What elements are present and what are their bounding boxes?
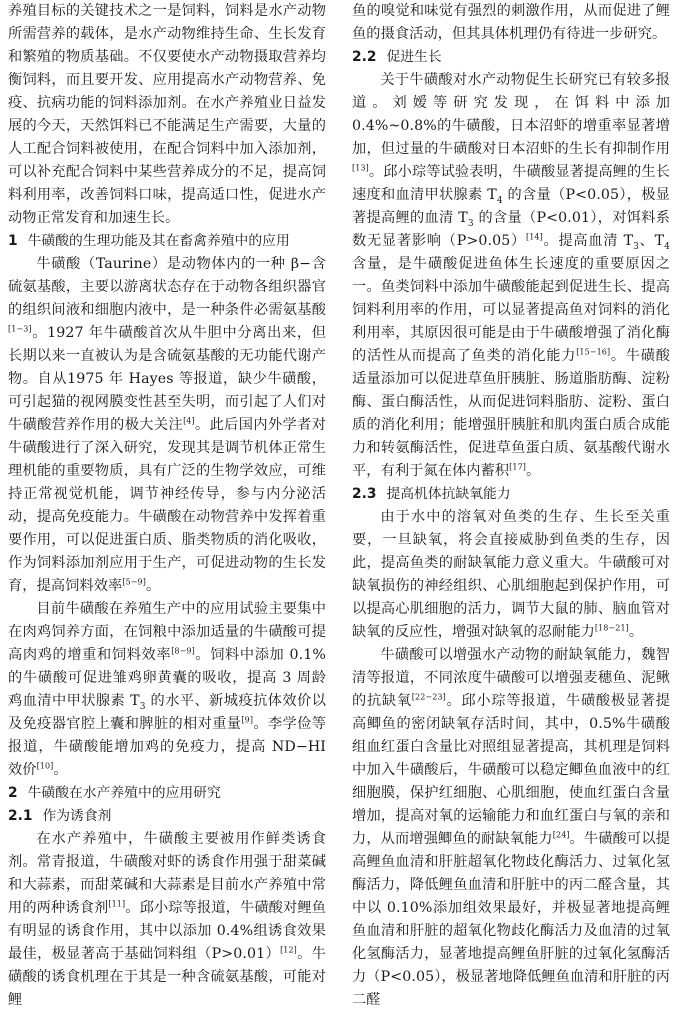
citation: [1−3] xyxy=(8,324,32,334)
citation: [24] xyxy=(552,830,570,840)
text-run: 的含量（P<0.01），对饵料系数无显著影响（P>0.05） xyxy=(352,210,670,249)
text-run: 在水产养殖中，牛磺酸主要被用作鲜类诱食剂。常青报道，牛磺酸对虾的诱食作用强于甜菜碱和大蒜素，而甜菜碱和大蒜素是目前水产养殖中常用的两种诱食剂 xyxy=(8,831,326,916)
text-run: 。牛磺酸适量添加可以促进草鱼肝胰脏、肠道脂肪酶、淀粉酶、蛋白酶活性，从而促进饲料脂肪、淀粉、蛋白质的消化利用；能增强肝胰脏和肌肉蛋白质合成能力和转氨酶活性，促进草鱼蛋白质、氨基酸代谢水平，有利于氮在体内蓄积 xyxy=(352,348,670,479)
citation: [8−9] xyxy=(171,646,195,656)
subsection-heading-2-1 xyxy=(8,805,326,828)
text-run: 牛磺酸（Taurine）是动物体内的一种 β−含硫氨基酸，主要以游离状态存在于动物各组织器官的组织间液和细胞内液中，是一种条件必需氨基酸 xyxy=(8,256,326,318)
subscript: 4 xyxy=(664,241,670,252)
subscript: 3 xyxy=(633,241,639,252)
text-run: 。牛磺酸可以提高鲤鱼血清和肝脏超氧化物歧化酶活力、过氧化氢酶活力，降低鲤鱼血清和肝脏中的丙二醛含量，其中以 0.10%添加组效果最好，并极显著地提高鲤鱼血清和肝脏的超氧化物歧化酶活力及血清的过氧化氢酶活力，显著地提高鲤鱼肝脏的过氧化氢酶活力（P<0.05），极显著地降低鲤鱼血清和肝脏的丙二醛 xyxy=(352,831,670,1008)
section-number: 1 xyxy=(8,233,18,249)
text-run: 。 xyxy=(628,624,644,640)
text-run: 。饲料中添加 0.1%的牛磺酸可促进雏鸡卵黄囊的吸收，提高 3 周龄鸡血清中甲状腺素 T xyxy=(8,647,326,709)
section-number: 2.2 xyxy=(352,49,377,65)
right-column xyxy=(352,0,670,1012)
section-title: 牛磺酸的生理功能及其在畜禽养殖中的应用 xyxy=(27,233,290,249)
text-run: 目前牛磺酸在养殖生产中的应用试验主要集中在肉鸡饲养方面，在饲粮中添加适量的牛磺酸可提高肉鸡的增重和饲料效率 xyxy=(8,601,326,663)
section-number: 2 xyxy=(8,785,18,801)
text-run: 。 xyxy=(526,463,541,479)
citation: [13] xyxy=(352,163,369,173)
text-run: 。 xyxy=(145,578,161,594)
text-run: 。此后国内外学者对牛磺酸进行了深入研究，发现其是调节机体正常生理机能的重要物质，具有广泛的生物学效应，可维持正常视觉机能，调节神经传导，参与内分泌活动，提高免疫能力。牛磺酸在动物营养中发挥着重要作用，可以促进蛋白质、脂类物质的消化吸收，作为饲料添加剂应用于生产，可促进动物的生长发育，提高饲料效率 xyxy=(8,417,326,594)
citation: [10] xyxy=(36,761,54,771)
paragraph xyxy=(8,598,326,782)
citation: [15−16] xyxy=(576,347,611,357)
subsection-heading-2-2 xyxy=(352,46,670,69)
text-run: 、T xyxy=(638,233,665,249)
text-run: 由于水中的溶氧对鱼类的生存、生长至关重要，一旦缺氧，将会直接威胁到鱼类的生存，因此，提高鱼类的耐缺氧能力意义重大。牛磺酸可对缺氧损伤的神经组织、心肌细胞起到保护作用，可以提高心肌细胞的活力，调节大鼠的肺、脑血管对缺氧的反应性，增强对缺氧的忍耐能力 xyxy=(352,509,670,640)
paragraph xyxy=(352,69,670,483)
text-run: 。李学俭等报道，牛磺酸能增加鸡的免疫力，提高 ND−HI 效价 xyxy=(8,716,326,778)
citation: [18−21] xyxy=(594,623,629,633)
section-heading-2 xyxy=(8,782,326,805)
text-run: 。牛磺酸的诱食机理在于其是一种含硫氨基酸，可能对鲤 xyxy=(8,946,326,1008)
citation: [22−23] xyxy=(411,692,446,702)
text-run: 。邱小琮等报道，牛磺酸对鲤鱼有明显的诱食作用，其中以添加 0.4%组诱食效果最佳，极显著高于基础饲料组（P>0.01） xyxy=(8,900,326,962)
citation: [12] xyxy=(280,945,297,955)
section-title: 促进生长 xyxy=(386,49,442,65)
citation: [14] xyxy=(525,232,543,242)
left-column xyxy=(8,0,326,1012)
section-number: 2.3 xyxy=(352,486,377,502)
citation: [5−9] xyxy=(122,577,146,587)
text-run: 。1927 年牛磺酸首次从牛胆中分离出来，但长期以来一直被认为是含硫氨基酸的无功能代谢产物。自从1975 年 Hayes 等报道，缺少牛磺酸，可引起猫的视网膜变性甚至失明，而引起了人们对牛磺酸营养作用的极大关注 xyxy=(8,325,326,433)
text-run: 。 xyxy=(53,762,68,778)
subscript: 3 xyxy=(467,218,474,229)
text-run: 。邱小琮等报道，牛磺酸极显著提高鲫鱼的密闭缺氧存活时间，其中，0.5%牛磺酸组血红蛋白含量比对照组显著提高，其机理是饲料中加入牛磺酸后，牛磺酸可以稳定鲫鱼血液中的红细胞膜，保护红细胞、心肌细胞，使血红蛋白含量增加，提高对氧的运输能力和血红蛋白与氧的亲和力，从而增强鲫鱼的耐缺氧能力 xyxy=(352,693,670,847)
subscript: 3 xyxy=(139,701,146,712)
paragraph: 养殖目标的关键技术之一是饲料，饲料是水产动物所需营养的载体，是水产动物维持生命、生长发育和繁殖的物质基础。不仅要使水产动物摄取营养均衡饲料，而且要开发、应用提高水产动物营养、免疫、抗病功能的饲料添加剂。在水产养殖业日益发展的今天，天然饵料已不能满足生产需要，大量的人工配合饲料被使用，在配合饲料中加入添加剂，可以补充配合饲料中某些营养成分的不足，提高饲料利用率，改善饲料口味，提高适口性，促进水产动物正常发育和加速生长。 xyxy=(8,3,326,226)
text-run: 牛磺酸可以增强水产动物的耐缺氧能力，魏智清等报道，不同浓度牛磺酸可以增强麦穗鱼、泥鳅的抗缺氧 xyxy=(352,647,670,709)
text-run: 关于牛磺酸对水产动物促生长研究已有较多报道。刘嫒等研究发现，在饵料中添加 0.4%~0.8%的牛磺酸，日本沼虾的增重率显著增加，但过量的牛磺酸对日本沼虾的生长有抑制作用 xyxy=(352,72,670,157)
text-run: 。提高血清 T xyxy=(542,233,634,249)
paragraph xyxy=(8,828,326,1012)
section-number: 2.1 xyxy=(8,808,33,824)
paragraph xyxy=(352,506,670,644)
section-heading-1 xyxy=(8,230,326,253)
text-run: 的含量（P<0.05），极显著提高鲤的血清 T xyxy=(352,187,671,226)
section-title: 提高机体抗缺氧能力 xyxy=(386,486,511,502)
paragraph: 鱼的嗅觉和味觉有强烈的刺激作用，从而促进了鲤鱼的摄食活动，但其具体机理仍有待进一步研究。 xyxy=(352,3,670,42)
paragraph xyxy=(352,644,670,1012)
citation: [4] xyxy=(183,416,195,426)
paragraph xyxy=(8,253,326,598)
text-run: 含量，是牛磺酸促进鱼体生长速度的重要原因之一。鱼类饲料中添加牛磺酸能起到促进生长、提高饲料利用率的作用，可以显著提高鱼对饲料的消化利用率，其原因很可能是由于牛磺酸增强了消化酶的活性从而提高了鱼类的消化能力 xyxy=(352,256,670,364)
section-title: 牛磺酸在水产养殖中的应用研究 xyxy=(27,785,221,801)
subscript: 4 xyxy=(496,195,503,206)
text-run: 的水平、新城疫抗体效价以及免疫器官腔上囊和脾脏的相对重量 xyxy=(8,693,326,732)
citation: [9] xyxy=(241,715,254,725)
citation: [11] xyxy=(108,899,126,909)
citation: [17] xyxy=(509,462,526,472)
subsection-heading-2-3 xyxy=(352,483,670,506)
text-run: 。邱小琮等试验表明，牛磺酸显著提高鲤的生长速度和血清甲状腺素 T xyxy=(352,164,670,203)
section-title: 作为诱食剂 xyxy=(42,808,112,824)
